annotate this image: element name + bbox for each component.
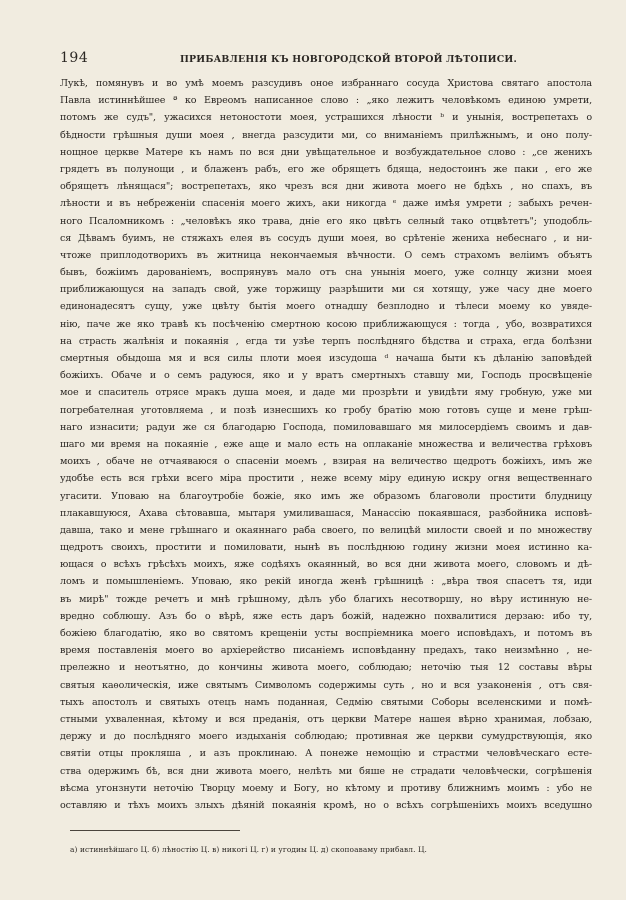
text-line: единонадесятъ сущу, уже цвѣту бытія моего отнадшу безплодно и тѣлеси моему ко увяде- bbox=[60, 301, 592, 313]
text-line: моихъ , обаче не отчаяваюся о спасеніи моемъ , взирая на величество щедротъ божіихъ, имъ же bbox=[60, 456, 592, 468]
text-line: прележно и неотъятно, до кончины живота моего, соблюдаю; неточію тыя 12 составы вѣры bbox=[60, 662, 592, 674]
footnote-rule bbox=[70, 830, 240, 831]
text-line: давша, тако и мене грѣшнаго и окаяннаго раба своего, по велицѣй милости своей и по множеству bbox=[60, 524, 592, 536]
text-line: божiею благодатію, яко во святомъ крещеніи усты воспріемника моего исповѣдахъ, и потомъ въ bbox=[60, 628, 592, 639]
text-line: нощное церкве Матере къ намъ по вся дни увѣщательное и возбуждательное слово : „се женихъ bbox=[60, 146, 592, 158]
body-text bbox=[60, 75, 592, 814]
text-line: держу и до послѣдняго моего издыханія соблюдаю; противная же церкви сумудрствующія, яко bbox=[60, 731, 592, 743]
text-line: бѣдности грѣшныя души моея , внегда разсудити ми, со вниманіемъ прилѣжнымъ, и оно полу- bbox=[60, 129, 592, 141]
text-line: шаго ми время на покаяніе , еже аще и мало есть на оплаканіе множества и величества грѣховъ bbox=[60, 438, 592, 450]
text-line: погребателная уготовляема , и позѣ изнесшихъ ко гробу братію мою готовъ суще и мене грѣш- bbox=[60, 404, 592, 416]
text-line: ства одержимъ бѣ, вся дни живота моего, нелѣть ми бяше не страдати человѣчески, согрѣшенія bbox=[60, 765, 592, 777]
text-line: нію, паче же яко травѣ къ посѣченію смертною косою приближающуся : тогда , убо, возвратихся bbox=[60, 318, 592, 330]
text-line: потомъ же судъ", ужасихся нетоностоти моея, устрашихся лѣности ᵇ и унынія, вострепетахъ о bbox=[60, 112, 592, 124]
text-line: угасити. Уповаю на благоутробіе божіе, яко имъ же образомъ благоволи простити блудницу bbox=[60, 490, 592, 502]
text-line: наго изнасити; радуи же ся благодарю Господа, помиловавшаго мя милосердіемъ своимъ и дав- bbox=[60, 421, 592, 433]
text-line: Лукѣ, помянувъ и во умѣ моемъ разсудивъ оное избраннаго сосуда Христова святаго апостола bbox=[60, 78, 592, 89]
text-line: тыхъ апостолъ и святыхъ отецъ намъ поданная, Седмію святыми Соборы вселенскими и помѣ- bbox=[60, 696, 592, 708]
text-line: Павла истиннѣйшее ª ко Евреомъ написанное слово : „яко лежитъ человѣкомъ единою умрети, bbox=[60, 95, 592, 107]
text-line: щедротъ своихъ, простити и помиловати, нынѣ въ послѣднюю годину жизни моея истинно ка- bbox=[60, 542, 592, 554]
running-title: ПРИБАВЛЕНІЯ КЪ НОВГОРОДСКОЙ ВТОРОЙ ЛѢТОПИСИ. bbox=[180, 54, 517, 65]
text-line: ного Псаломникомъ : „человѣкъ яко трава, дніе его яко цвѣтъ селный тако отцвѣтетъ"; уподобль- bbox=[60, 215, 592, 227]
text-line: плакавшуюся, Ахава сѣтовавша, мытаря умиливашася, Манассію покаявшася, разбойника исповѣ- bbox=[60, 507, 592, 519]
text-line: бывъ, божіимъ дарованіемъ, воспрянувъ мало отъ сна унынія моего, уже солнцу жизни моея bbox=[60, 267, 592, 279]
text-line: ломъ и помышленіемъ. Уповаю, яко рекій иногда женѣ грѣшницѣ : „вѣра твоя спасетъ тя, иди bbox=[60, 576, 592, 588]
text-line: обрящетъ лѣнящася"; вострепетахъ, яко чрезъ вся дни живота моего не бдѣхъ , но спахъ, въ bbox=[60, 181, 592, 193]
text-line: время поставленія моего во архіерейство писаніемъ исповѣданну предахъ, тако неизмѣнно , не- bbox=[60, 645, 592, 657]
text-line: на страсть жалѣнія и покаянія , егда ти узѣе терпъ послѣдняго бѣдства и страха, егда болѣзни bbox=[60, 335, 592, 347]
text-line: божіихъ. Обаче и о семъ радуюся, яко и у вратъ смертныхъ ставшу ми, Господь просвѣщеніе bbox=[60, 370, 592, 382]
text-line: приближающуся на западъ свой, уже торжищу разрѣшити ми ся хотящу, уже часу дне моего bbox=[60, 284, 592, 296]
page-header bbox=[60, 50, 592, 72]
text-line: лѣности и въ небреженіи спасенія моего жихъ, аки никогда ᵉ даже имѣя умрети ; забыхъ речен- bbox=[60, 198, 592, 210]
text-line: чтоже приплодотворихъ въ житница некончаемыя вѣчности. О семъ страхомъ велiимъ объятъ bbox=[60, 249, 592, 261]
text-line: грядетъ въ полунощи , и блаженъ рабъ, его же обрящетъ бдяща, недостоинъ же паки , его же bbox=[60, 163, 592, 175]
text-line: оставляю и тѣхъ моихъ злыхъ дѣяній покаянія кромѣ, но о всѣхъ согрѣшеніихъ моихъ вседушно bbox=[60, 799, 592, 811]
text-line: мое и спаситель отрясе мракъ душа моея, и даде ми прозрѣти и увидѣти яму гробную, уже ми bbox=[60, 387, 592, 399]
text-line: святіи отцы прокляша , и азъ проклинаю. А понеже немощію и страстми человѣческаго есте- bbox=[60, 748, 592, 760]
text-line: ся Дѣвамъ буимъ, не стяжахъ елея въ сосудъ души моея, во срѣтеніе жениха небеснаго , и ни- bbox=[60, 232, 592, 244]
text-line: святыя каѳолическія, иже святымъ Символомъ содержимы суть , но и вся узаконенія , отъ свя- bbox=[60, 679, 592, 691]
text-line: стными ухваленная, кѣтому и вся преданія, отъ церкви Матере нашея вѣрно хранимая, лобзаю, bbox=[60, 713, 592, 725]
text-line: вѣсма угонзнути неточію Творцу моему и Богу, но кѣтому и противу ближнимъ моимъ : убо не bbox=[60, 782, 592, 794]
page-number: 194 bbox=[60, 50, 89, 66]
text-line: ющася о всѣхъ грѣсѣхъ моихъ, яже содѣяхъ окаянный, во вся дни живота моего, словомъ и дѣ- bbox=[60, 559, 592, 571]
text-line: въ мирѣ" тожде речетъ и мнѣ грѣшному, дѣлъ убо благихъ несотворшу, но вѣру истинную не- bbox=[60, 593, 592, 605]
text-line: вредно соблюшу. Азъ бо о вѣрѣ, яже есть даръ божій, надежно похвалитися дерзаю: ибо ту, bbox=[60, 610, 592, 622]
text-line: смертныя обыдоша мя и вся силы плоти моея изсудоша ᵈ начаша быти къ дѣланію заповѣдей bbox=[60, 353, 592, 364]
text-line: удобѣе есть вся грѣхи всего міра простити , неже всему міру единую искру огня вещественнаго bbox=[60, 473, 592, 485]
footnotes: а) истиннѣйшаго Ц. б) лѣностію Ц. в) никогі Ц. г) и угодиы Ц. д) скопоаваму прибавл. Ц. bbox=[70, 845, 427, 855]
